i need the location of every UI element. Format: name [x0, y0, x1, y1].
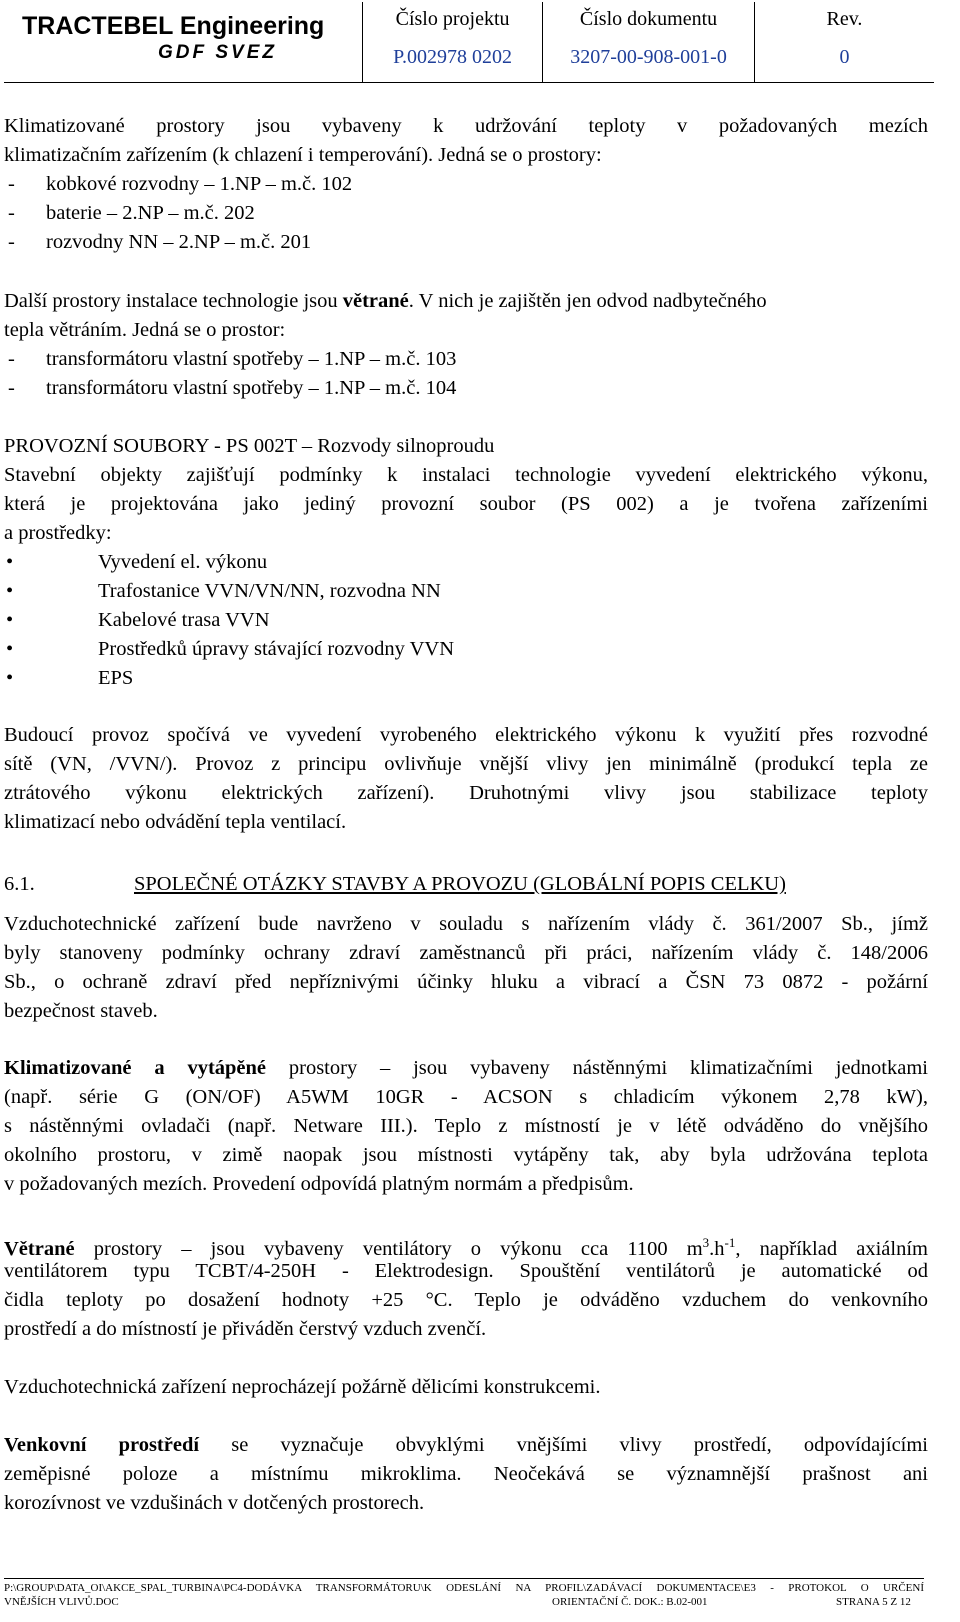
bullet-item: Prostředků úpravy stávající rozvodny VVN	[98, 638, 455, 660]
paragraph-line	[4, 287, 928, 316]
text-run: prostory – jsou vybaveny ventilátory o výkonu cca 1100 m	[74, 1237, 703, 1260]
text-run: , například axiálním	[735, 1237, 928, 1260]
text-run: prostory – jsou vybaveny nástěnnými klimatizačními jednotkami	[266, 1057, 928, 1079]
bullet-item: Trafostanice VVN/VN/NN, rozvodna NN	[98, 580, 441, 602]
list-dash: -	[8, 231, 15, 253]
paragraph-line: (např. série G (ON/OF) A5WM 10GR - ACSON s chladicím výkonem 2,78 kW),	[4, 1086, 928, 1108]
paragraph-line: okolního prostoru, v zimě naopak jsou místnosti vytápěny tak, aby byla udržována teplota	[4, 1144, 928, 1166]
list-dash: -	[8, 202, 15, 224]
paragraph-line: a prostředky:	[4, 522, 112, 544]
list-item: transformátoru vlastní spotřeby – 1.NP – m.č. 103	[46, 348, 457, 370]
file-path-line: VNĚJŠÍCH VLIVŮ.DOC	[4, 1596, 119, 1608]
list-item: transformátoru vlastní spotřeby – 1.NP – m.č. 104	[46, 377, 457, 399]
text-run: .h	[709, 1237, 725, 1260]
bullet-item: Vyvedení el. výkonu	[98, 551, 268, 573]
logo-main-text: TRACTEBEL Engineering	[22, 12, 325, 40]
paragraph-line: korozívnost ve vzdušinách v dotčených prostorech.	[4, 1492, 425, 1514]
paragraph-line: Klimatizované prostory jsou vybaveny k udržování teploty v požadovaných mezích	[4, 115, 928, 137]
bullet-icon: •	[6, 580, 14, 602]
project-label: Číslo projektu	[395, 8, 510, 30]
text-run: se vyznačuje obvyklými vnějšími vlivy prostředí, odpovídajícími	[199, 1434, 929, 1456]
paragraph-line: Budoucí provoz spočívá ve vyvedení vyrobeného elektrického výkonu k využití přes rozvodné	[4, 724, 928, 746]
paragraph-line: ztrátového výkonu elektrických zařízení). Druhotnými vlivy jsou stabilizace teploty	[4, 782, 928, 804]
revision-value: 0	[839, 46, 850, 68]
paragraph-line: zeměpisné poloze a místnímu mikroklima. Neočekává se významnější prašnost ani	[4, 1463, 928, 1485]
paragraph-line: klimatizačním zařízením (k chlazení i temperování). Jedná se o prostory:	[4, 144, 602, 166]
bold-text: Klimatizované a vytápěné	[4, 1057, 267, 1079]
paragraph-line: ventilátorem typu TCBT/4-250H - Elektrodesign. Spouštění ventilátorů je automatické od	[4, 1260, 928, 1282]
paragraph-line	[4, 1054, 928, 1083]
file-path-line: P:\GROUP\DATA_OI\AKCE_SPAL_TURBINA\PC4-DODÁVKA TRANSFORMÁTORU\K ODESLÁNÍ NA PROFIL\ZADÁVACÍ DOKUMENTACE\E3 - PROTOKOL O URČENÍ	[4, 1582, 924, 1594]
logo-sub-text: GDF SVEZ	[158, 42, 278, 63]
bullet-icon: •	[6, 667, 14, 689]
bold-text: Venkovní prostředí	[4, 1434, 200, 1456]
bold-text: větrané	[342, 290, 409, 312]
text-run: Další prostory instalace technologie jsou	[4, 290, 343, 312]
company-logo	[4, 2, 362, 82]
paragraph-line: která je projektována jako jediný provozní soubor (PS 002) a je tvořena zařízeními	[4, 493, 928, 515]
paragraph-line: Vzduchotechnické zařízení bude navrženo v souladu s nařízením vlády č. 361/2007 Sb., jímž	[4, 913, 928, 935]
bullet-item: EPS	[98, 667, 134, 689]
revision-cell	[754, 2, 934, 82]
paragraph-line: sítě (VN, /VVN/). Provoz z principu ovlivňuje vnější vlivy jen minimálně (produkcí tepla ze	[4, 753, 928, 775]
paragraph-line: byly stanoveny podmínky ochrany zdraví zaměstnanců při práci, nařízením vlády č. 148/2006	[4, 942, 928, 964]
revision-label: Rev.	[826, 8, 863, 30]
bullet-icon: •	[6, 609, 14, 631]
paragraph-line: s nástěnnými ovladači (např. Netware III.). Teplo z místností je v létě odváděno do vnějšího	[4, 1115, 928, 1137]
bold-text: Větrané	[4, 1237, 75, 1260]
list-dash: -	[8, 348, 15, 370]
section-title: SPOLEČNÉ OTÁZKY STAVBY A PROVOZU (GLOBÁLNÍ POPIS CELKU)	[134, 873, 786, 895]
text-run: . V nich je zajištěn jen odvod nadbytečného	[408, 290, 767, 312]
paragraph-line: čidla teploty po dosažení hodnoty +25 °C. Teplo je odváděno vzduchem do venkovního	[4, 1289, 928, 1311]
ps-title: PROVOZNÍ SOUBORY - PS 002T – Rozvody silnoproudu	[4, 435, 495, 457]
paragraph-line: klimatizací nebo odvádění tepla ventilací.	[4, 811, 347, 833]
paragraph-line: prostředí a do místností je přiváděn čerstvý vzduch zvenčí.	[4, 1318, 487, 1340]
bullet-icon: •	[6, 638, 14, 660]
paragraph-line: Stavební objekty zajišťují podmínky k instalaci technologie vyvedení elektrického výkonu,	[4, 464, 928, 486]
page-number: STRANA 5 Z 12	[836, 1596, 911, 1608]
list-item: baterie – 2.NP – m.č. 202	[46, 202, 255, 224]
paragraph-line: Sb., o ochraně zdraví před nepříznivými účinky hluku a vibrací a ČSN 73 0872 - požární	[4, 971, 928, 993]
superscript: -1	[724, 1235, 736, 1250]
project-value: P.002978 0202	[393, 46, 513, 68]
list-item: rozvodny NN – 2.NP – m.č. 201	[46, 231, 312, 253]
paragraph-line: bezpečnost staveb.	[4, 1000, 158, 1022]
document-header	[4, 2, 934, 83]
section-number: 6.1.	[4, 873, 35, 895]
list-dash: -	[8, 173, 15, 195]
paragraph-line: Vzduchotechnická zařízení neprocházejí požárně dělicími konstrukcemi.	[4, 1376, 601, 1398]
document-number-cell	[542, 2, 754, 82]
document-footer	[4, 1578, 924, 1608]
document-label: Číslo dokumentu	[579, 8, 718, 30]
paragraph-line: v požadovaných mezích. Provedení odpovídá platným normám a předpisům.	[4, 1173, 634, 1195]
bullet-icon: •	[6, 551, 14, 573]
document-value: 3207-00-908-001-0	[570, 46, 727, 68]
bullet-item: Kabelové trasa VVN	[98, 609, 270, 631]
list-dash: -	[8, 377, 15, 399]
document-reference: ORIENTAČNÍ Č. DOK.: B.02-001	[552, 1596, 708, 1608]
paragraph-line	[4, 1431, 928, 1460]
superscript: 3	[702, 1235, 710, 1250]
list-item: kobkové rozvodny – 1.NP – m.č. 102	[46, 173, 353, 195]
project-number-cell	[362, 2, 542, 82]
paragraph-line: tepla větráním. Jedná se o prostor:	[4, 319, 286, 341]
